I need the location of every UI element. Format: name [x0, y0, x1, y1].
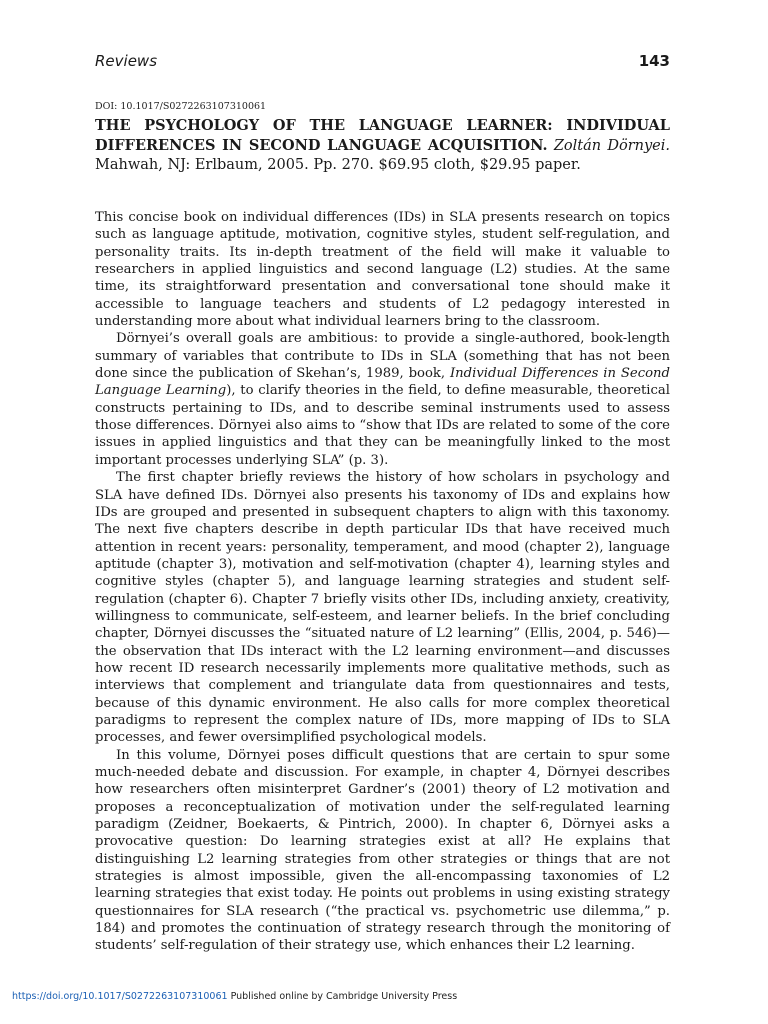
- page: [95, 52, 670, 955]
- section-title: Reviews: [95, 52, 158, 70]
- cited-book-title: Individual Differences in Second Language Learning: [95, 366, 670, 399]
- paragraph-4: In this volume, Dörnyei poses difficult questions that are certain to spur some much-needed debate and discussion. For example, in chapter 4, Dörnyei describes how researchers often misinterpret Gardner’s (2001) theory of L2 motivation and proposes a reconceptualization of motivation under the self-regulated learning paradigm (Zeidner, Boekaerts, & Pintrich, 2000). In chapter 6, Dörnyei asks a provocative question: Do learning strategies exist at all? He explains that distinguishing L2 learning strategies from other strategies or things that are not strategies is almost impossible, given the all-encompassing taxonomies of L2 learning strategies that exist today. He points out problems in using existing strategy questionnaires for SLA research (“the practical vs. psychometric use dilemma,” p. 184) and promotes the continuation of strategy research through the monitoring of students’ self-regulation of their strategy use, which enhances their L2 learning.: [95, 747, 670, 954]
- paragraph-1: This concise book on individual differences (IDs) in SLA presents research on topics such as language aptitude, motivation, cognitive styles, student self-regulation, and personality traits. Its in-depth treatment of the field will make it valuable to researchers in applied linguistics and second language (L2) studies. At the same time, its straightforward presentation and conversational tone should make it accessible to language teachers and students of L2 pedagogy interested in understanding more about what individual learners bring to the classroom.: [95, 210, 670, 330]
- paragraph-3: The first chapter briefly reviews the history of how scholars in psychology and SLA have defined IDs. Dörnyei also presents his taxonomy of IDs and explains how IDs are grouped and presented in subsequent chapters to align with this taxonomy. The next five chapters describe in depth particular IDs that have received much attention in recent years: personality, temperament, and mood (chapter 2), language aptitude (chapter 3), motivation and self-motivation (chapter 4), learning styles and cognitive styles (chapter 5), and language learning strategies and student self-regulation (chapter 6). Chapter 7 briefly visits other IDs, including anxiety, creativity, willingness to communicate, self-esteem, and learner beliefs. In the brief concluding chapter, Dörnyei discusses the “situated nature of L2 learning” (Ellis, 2004, p. 546)—the observation that IDs interact with the L2 learning environment—and discusses how recent ID research necessarily implements more qualitative methods, such as interviews that complement and triangulate data from questionnaires and tests, because of this dynamic environment. He also calls for more complex theoretical paradigms to represent the complex nature of IDs, more mapping of IDs to SLA processes, and fewer oversimplified psychological models.: [95, 470, 670, 746]
- publication-details: Mahwah, NJ: Erlbaum, 2005. Pp. 270. $69.95 cloth, $29.95 paper.: [95, 157, 581, 173]
- footer: [12, 991, 457, 1002]
- paragraph-2-text-b: ), to clarify theories in the field, to define measurable, theoretical constructs pertaining to IDs, and to describe seminal instruments used to assess those differences. Dörnyei also aims to “show that IDs are related to some of the core issues in applied linguistics and that they can be meaningfully linked to the most important processes underlying SLA” (p. 3).: [95, 383, 670, 468]
- book-title: THE PSYCHOLOGY OF THE LANGUAGE LEARNER: INDIVIDUAL DIFFERENCES IN SECOND LANGUAGE ACQUISITION.: [95, 117, 670, 154]
- article-doi: DOI: 10.1017/S0272263107310061: [95, 101, 267, 112]
- book-citation: [95, 116, 670, 175]
- review-body: [95, 209, 670, 955]
- running-head: [95, 52, 670, 76]
- book-author: Zoltán Dörnyei.: [553, 138, 671, 154]
- paragraph-2: [95, 330, 670, 469]
- doi-link[interactable]: https://doi.org/10.1017/S0272263107310061: [12, 991, 228, 1002]
- paragraph-2-text-a: Dörnyei’s overall goals are ambitious: to provide a single-authored, book-length summary of variables that contribute to IDs in SLA (something that has not been done since the publication of Skehan’s, 1989, book,: [95, 331, 670, 382]
- published-note: Published online by Cambridge University Press: [230, 991, 458, 1002]
- page-number: 143: [638, 52, 670, 70]
